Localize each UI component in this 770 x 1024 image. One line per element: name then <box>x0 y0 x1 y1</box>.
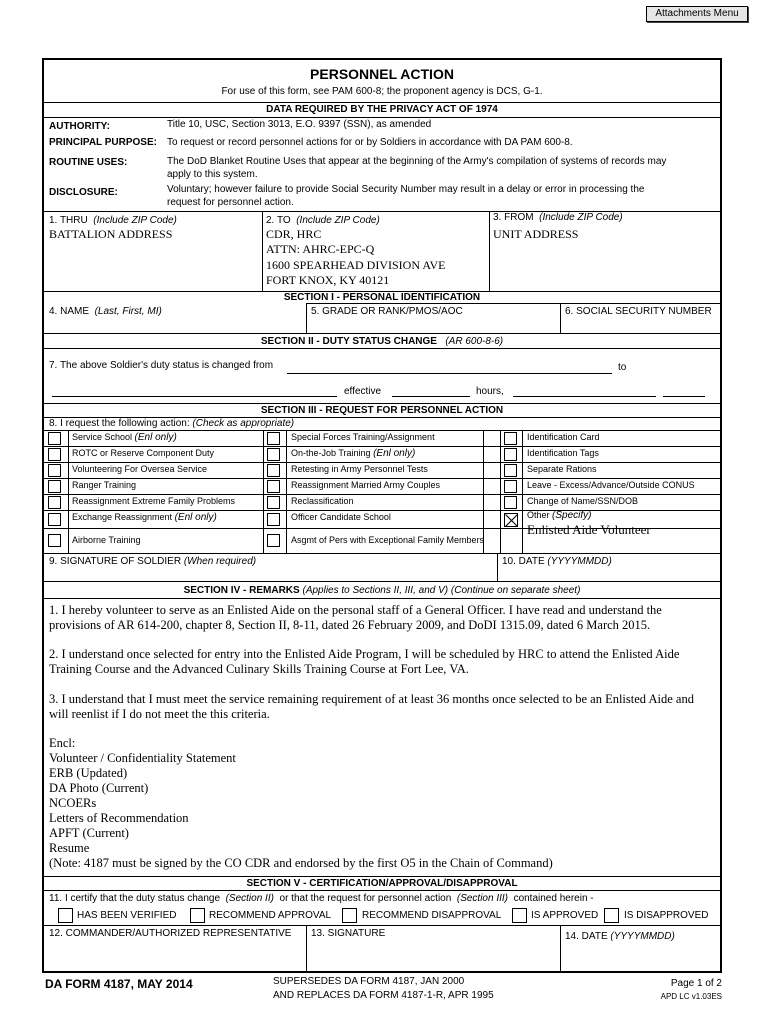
remarks-para1-line1[interactable]: 1. I hereby volunteer to serve as an Enlisted Aide on the personal staff of a General Officer. I have read and understand the <box>49 603 662 617</box>
to-line-3[interactable]: 1600 SPEARHEAD DIVISION AVE <box>266 258 446 272</box>
option-label-1: HAS BEEN VERIFIED <box>77 910 177 921</box>
soldier-signature-label: 9. SIGNATURE OF SOLDIER (When required) <box>49 556 257 567</box>
col3-checkbox-1[interactable] <box>504 432 517 445</box>
section4-heading: SECTION IV - REMARKS (Applies to Sections II, III, and V) (Continue on separate sheet) <box>183 585 581 596</box>
enclosure-line[interactable]: Resume <box>49 841 90 855</box>
section5-heading: SECTION V - CERTIFICATION/APPROVAL/DISAPPROVAL <box>246 878 518 889</box>
form-title: PERSONNEL ACTION <box>310 66 454 82</box>
soldier-date-label: 10. DATE (YYYYMMDD) <box>502 556 612 567</box>
to-line-1[interactable]: CDR, HRC <box>266 227 322 241</box>
option-label-2: RECOMMEND APPROVAL <box>209 910 332 921</box>
col3-label-5: Change of Name/SSN/DOB <box>527 496 639 506</box>
col2-label-1: Special Forces Training/Assignment <box>291 432 435 442</box>
col1-label-1: Service School (Enl only) <box>72 432 177 443</box>
approval-date-label: 14. DATE (YYYYMMDD) <box>565 931 675 942</box>
enclosure-line[interactable]: (Note: 4187 must be signed by the CO CDR and endorsed by the first O5 in the Chain of Command) <box>49 856 553 870</box>
col3-label-2: Identification Tags <box>527 448 599 458</box>
other-specify-value[interactable]: Enlisted Aide Volunteer <box>527 522 651 537</box>
from-status-field[interactable] <box>287 373 612 374</box>
option-checkbox-3[interactable] <box>342 908 357 923</box>
name-label: 4. NAME (Last, First, MI) <box>49 306 162 317</box>
col3-label-1: Identification Card <box>527 432 600 442</box>
purpose-text: To request or record personnel actions for or by Soldiers in accordance with DA PAM 600-8. <box>167 137 573 148</box>
enclosure-line[interactable]: Volunteer / Confidentiality Statement <box>49 751 236 765</box>
col1-label-3: Volunteering For Oversea Service <box>72 464 208 474</box>
page-number: Page 1 of 2 <box>670 978 722 989</box>
col2-label-2: On-the-Job Training (Enl only) <box>291 448 416 459</box>
routine-text-2: apply to this system. <box>167 169 258 180</box>
attachments-menu-button[interactable]: Attachments Menu <box>646 6 748 22</box>
supersedes-line-1: SUPERSEDES DA FORM 4187, JAN 2000 <box>273 976 465 987</box>
enclosure-line[interactable]: ERB (Updated) <box>49 766 128 780</box>
authority-label: AUTHORITY: <box>49 121 110 132</box>
commander-label: 12. COMMANDER/AUTHORIZED REPRESENTATIVE <box>49 928 292 939</box>
remarks-para2-line1[interactable]: 2. I understand once selected for entry into the Enlisted Aide Program, I will be scheduled by HRC to attend the Enlisted Aide <box>49 647 680 661</box>
col2-label-4: Reassignment Married Army Couples <box>291 480 441 490</box>
form-version: APD LC v1.03ES <box>660 992 722 1001</box>
hours-extra-field[interactable] <box>663 396 705 397</box>
col2-checkbox-3[interactable] <box>267 464 280 477</box>
col3-label-6: Other (Specify) <box>527 510 592 521</box>
to-label: 2. TO (Include ZIP Code) <box>266 215 380 226</box>
signature-label: 13. SIGNATURE <box>311 928 386 939</box>
section2-heading: SECTION II - DUTY STATUS CHANGE (AR 600-8-6) <box>260 336 504 347</box>
privacy-heading: DATA REQUIRED BY THE PRIVACY ACT OF 1974 <box>266 104 498 115</box>
col3-checkbox-6[interactable] <box>504 513 518 527</box>
remarks-para1-line2[interactable]: provisions of AR 614-200, chapter 8, Section II, 8-11, dated 26 February 2009, and DoDI 1315.09, dated 6 March 2015. <box>49 618 651 632</box>
col3-checkbox-2[interactable] <box>504 448 517 461</box>
col1-checkbox-6[interactable] <box>48 513 61 526</box>
item11-text: 11. I certify that the duty status change (Section II) or that the request for personnel action (Section III) contained herein - <box>49 893 594 904</box>
routine-text-1: The DoD Blanket Routine Uses that appear at the beginning of the Army's compilation of systems of records may <box>167 156 667 167</box>
col3-label-3: Separate Rations <box>527 464 597 474</box>
thru-label: 1. THRU (Include ZIP Code) <box>49 215 177 226</box>
col1-label-4: Ranger Training <box>72 480 137 490</box>
from-value[interactable]: UNIT ADDRESS <box>493 227 579 241</box>
enclosure-line[interactable]: NCOERs <box>49 796 97 810</box>
col1-label-2: ROTC or Reserve Component Duty <box>72 448 215 458</box>
col1-checkbox-2[interactable] <box>48 448 61 461</box>
option-label-5: IS DISAPPROVED <box>624 910 709 921</box>
form-id: DA FORM 4187, MAY 2014 <box>45 977 193 991</box>
col2-checkbox-1[interactable] <box>267 432 280 445</box>
authority-text: Title 10, USC, Section 3013, E.O. 9397 (SSN), as amended <box>167 119 432 130</box>
col2-checkbox-2[interactable] <box>267 448 280 461</box>
col1-label-5: Reassignment Extreme Family Problems <box>72 496 236 506</box>
ssn-label: 6. SOCIAL SECURITY NUMBER <box>565 306 712 317</box>
col3-checkbox-5[interactable] <box>504 496 517 509</box>
remarks-para3-line2[interactable]: will reenlist if I do not meet the this criteria. <box>49 707 270 721</box>
effective-word: effective <box>344 386 382 397</box>
col2-label-5: Reclassification <box>291 496 354 506</box>
to-line-2[interactable]: ATTN: AHRC-EPC-Q <box>266 242 375 256</box>
to-word: to <box>618 362 627 373</box>
enclosure-line[interactable]: Encl: <box>49 736 76 750</box>
remarks-para2-line2[interactable]: Training Course and the Advanced Culinary Skills Training Course at Fort Lee, VA. <box>49 662 469 676</box>
col1-label-6: Exchange Reassignment (Enl only) <box>72 512 217 523</box>
col3-label-4: Leave - Excess/Advance/Outside CONUS <box>527 480 695 490</box>
duty-status-text: 7. The above Soldier's duty status is changed from <box>49 360 274 371</box>
section3-heading: SECTION III - REQUEST FOR PERSONNEL ACTION <box>260 405 504 416</box>
to-line-4[interactable]: FORT KNOX, KY 40121 <box>266 273 390 287</box>
col3-checkbox-4[interactable] <box>504 480 517 493</box>
col1-checkbox-1[interactable] <box>48 432 61 445</box>
disclosure-label: DISCLOSURE: <box>49 187 118 198</box>
supersedes-line-2: AND REPLACES DA FORM 4187-1-R, APR 1995 <box>273 990 494 1001</box>
remarks-para3-line1[interactable]: 3. I understand that I must meet the service remaining requirement of at least 36 months once selected to be an Enlisted Aide and <box>49 692 694 706</box>
purpose-label: PRINCIPAL PURPOSE: <box>49 137 157 148</box>
enclosure-line[interactable]: APFT (Current) <box>49 826 129 840</box>
col2-checkbox-4[interactable] <box>267 480 280 493</box>
to-status-field[interactable] <box>52 396 337 397</box>
col1-checkbox-4[interactable] <box>48 480 61 493</box>
enclosure-line[interactable]: Letters of Recommendation <box>49 811 189 825</box>
routine-label: ROUTINE USES: <box>49 157 128 168</box>
option-checkbox-4[interactable] <box>512 908 527 923</box>
disclosure-text-1: Voluntary; however failure to provide Social Security Number may result in a delay or error in processing the <box>167 184 645 195</box>
thru-value[interactable]: BATTALION ADDRESS <box>49 227 173 241</box>
disclosure-text-2: request for personnel action. <box>167 197 294 208</box>
effective-date-field[interactable] <box>392 396 470 397</box>
col2-checkbox-7[interactable] <box>267 534 280 547</box>
col2-checkbox-6[interactable] <box>267 513 280 526</box>
hours-field[interactable] <box>513 396 656 397</box>
col1-checkbox-7[interactable] <box>48 534 61 547</box>
option-checkbox-5[interactable] <box>604 908 619 923</box>
form-subtitle: For use of this form, see PAM 600-8; the proponent agency is DCS, G-1. <box>221 86 543 97</box>
col1-checkbox-5[interactable] <box>48 496 61 509</box>
hours-word: hours, <box>476 386 504 397</box>
option-label-4: IS APPROVED <box>531 910 599 921</box>
enclosure-line[interactable]: DA Photo (Current) <box>49 781 149 795</box>
section1-heading: SECTION I - PERSONAL IDENTIFICATION <box>283 292 481 303</box>
from-label: 3. FROM (Include ZIP Code) <box>493 212 623 223</box>
col2-label-7: Asgmt of Pers with Exceptional Family Members <box>291 535 485 545</box>
col2-checkbox-5[interactable] <box>267 496 280 509</box>
col2-label-6: Officer Candidate School <box>291 512 391 522</box>
option-label-3: RECOMMEND DISAPPROVAL <box>362 910 502 921</box>
item8-label: 8. I request the following action: (Check as appropriate) <box>49 418 295 429</box>
col1-checkbox-3[interactable] <box>48 464 61 477</box>
col2-label-3: Retesting in Army Personnel Tests <box>291 464 428 474</box>
col3-checkbox-3[interactable] <box>504 464 517 477</box>
option-checkbox-2[interactable] <box>190 908 205 923</box>
grade-label: 5. GRADE OR RANK/PMOS/AOC <box>311 306 463 317</box>
option-checkbox-1[interactable] <box>58 908 73 923</box>
col1-label-7: Airborne Training <box>72 535 141 545</box>
